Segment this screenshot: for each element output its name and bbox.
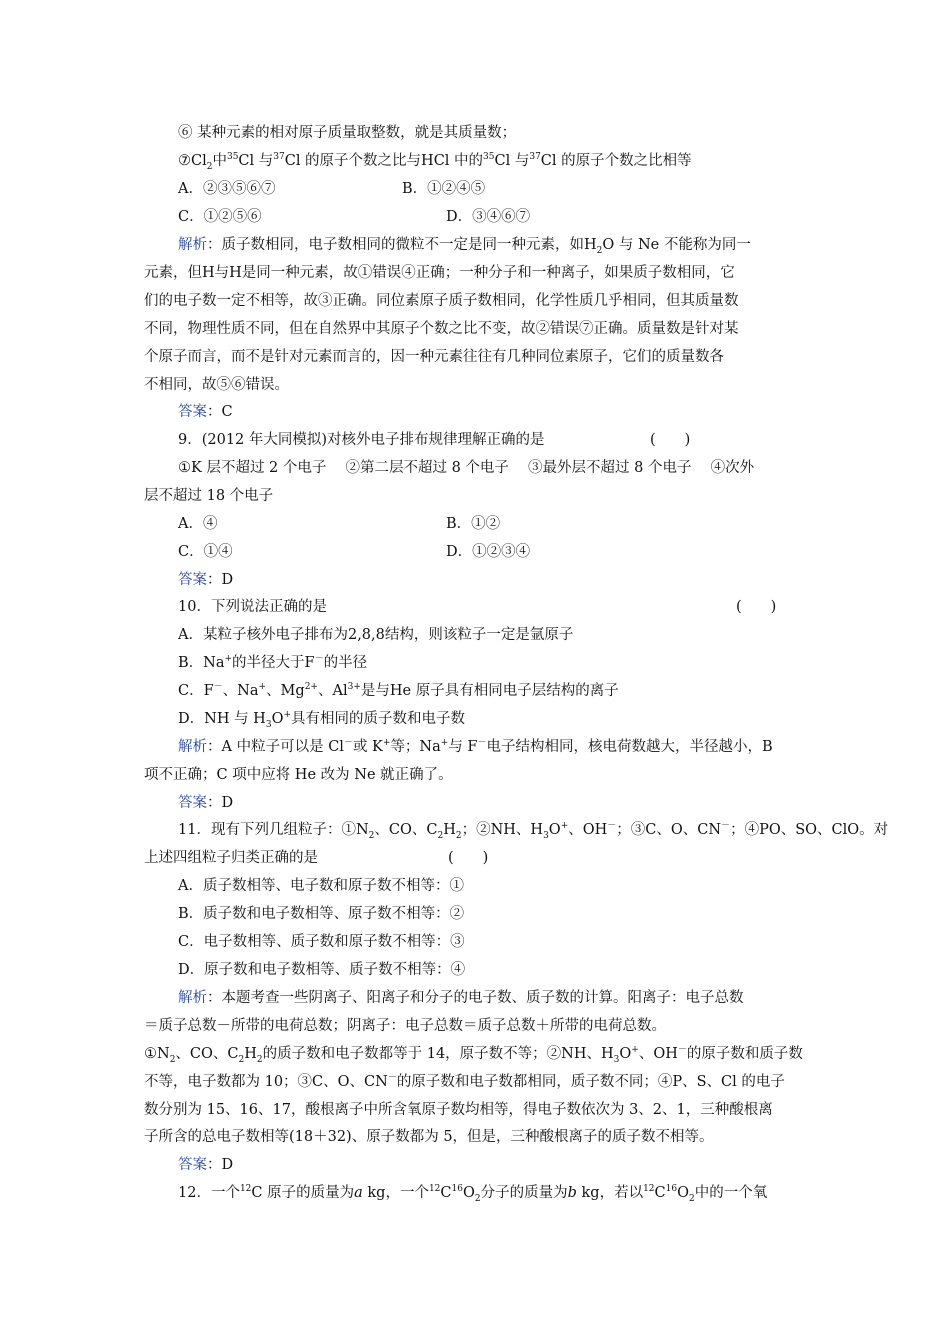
- q12-stem-line-1: 12．一个$^{12}$C 原子的质量为a kg，一个$^{12}C^{16}O_2$分子的质量为b kg，若以$^{12}C^{16}O_2$中的一个氧: [178, 1184, 768, 1204]
- q10-analysis-line-1: 解析：A 中粒子可以是 Cl－或 K+等；Na+与 F－电子结构相同，核电荷数越大，半径越小，B: [178, 738, 773, 755]
- q9-option-c: C．①④: [178, 544, 233, 560]
- q10-answer: 答案：D: [178, 795, 234, 811]
- q9-answer-paren: ( ): [650, 432, 691, 448]
- q11-analysis-line-6: 子所含的总电子数相等(18＋32)、原子数都为 5，但是，三种酸根离子的质子数不相等。: [144, 1129, 714, 1145]
- q11-analysis-line-3: $①N_2$、CO、$C_2H_2$的质子数和电子数都等于 14，原子数不等；②NH、$H_3O^+$、OH－的原子数和质子数: [144, 1045, 803, 1065]
- q9-items-line-1: ①K 层不超过 2 个电子 ②第二层不超过 8 个电子 ③最外层不超过 8 个电子 ④次外: [178, 460, 755, 476]
- q8-analysis-line-1: 解析：质子数相同，电子数相同的微粒不一定是同一种元素，如$H_2O$ 与 Ne 不能称为同一: [178, 237, 751, 256]
- q11-option-b: B．质子数和电子数相等、原子数不相等：②: [178, 906, 465, 922]
- q10-analysis-line-2: 项不正确；C 项中应将 He 改为 Ne 就正确了。: [144, 767, 453, 783]
- q9-stem: 9．(2012 年大同模拟)对核外电子排布规律理解正确的是: [178, 432, 545, 448]
- q10-option-b: B．Na+的半径大于F－的半径: [178, 654, 368, 671]
- q11-option-d: D．原子数和电子数相等、质子数不相等：④: [178, 962, 466, 978]
- q8-option-b: B．①②④⑤: [402, 181, 486, 197]
- answer-label: 答案: [178, 572, 207, 588]
- q9-option-a: A．④: [178, 516, 218, 532]
- q11-analysis-line-1: 解析：本题考查一些阴离子、阳离子和分子的电子数、质子数的计算。阳离子：电子总数: [178, 990, 744, 1006]
- q10-answer-paren: ( ): [736, 599, 777, 615]
- q10-option-d: D．NH 与 $H_3O^+$具有相同的质子数和电子数: [178, 710, 465, 730]
- q9-items-line-2: 层不超过 18 个电子: [144, 488, 274, 504]
- analysis-label: 解析: [178, 237, 207, 253]
- q10-option-c: C．F－、Na+、$Mg^{2+}$、$Al^{3+}$是与He 原子具有相同电子层结构的离子: [178, 682, 619, 699]
- q10-stem: 10．下列说法正确的是: [178, 599, 327, 615]
- q11-answer-paren: ( ): [448, 850, 489, 866]
- answer-label: 答案: [178, 404, 207, 420]
- q8-analysis-line-2: 元素，但H与H是同一种元素，故①错误④正确；一种分子和一种离子，如果质子数相同，它: [144, 265, 735, 281]
- q11-answer: 答案：D: [178, 1157, 234, 1173]
- q10-option-a: A．某粒子核外电子排布为2,8,8结构，则该粒子一定是氩原子: [178, 627, 574, 643]
- q8-answer: 答案：C: [178, 404, 233, 420]
- q11-stem-line-1: 11．现有下列几组粒子：$①N_2$、CO、$C_2H_2$；②NH、$H_3O^+$、OH－；③C、O、CN－；④PO、SO、ClO。对: [178, 821, 889, 841]
- q8-item-7: $⑦Cl_2$中$^{35}$Cl 与$^{37}$Cl 的原子个数之比与HCl 中的$^{35}$Cl 与$^{37}$Cl 的原子个数之比相等: [178, 152, 692, 172]
- q11-stem-line-2: 上述四组粒子归类正确的是: [144, 850, 318, 866]
- q11-analysis-line-2: ＝质子总数－所带的电荷总数；阴离子：电子总数＝质子总数＋所带的电荷总数。: [144, 1018, 666, 1034]
- q11-analysis-line-5: 数分别为 15、16、17，酸根离子中所含氧原子数均相等，得电子数依次为 3、2、1，三种酸根离: [144, 1102, 773, 1118]
- q9-answer: 答案：D: [178, 572, 234, 588]
- q8-option-a: A．②③⑤⑥⑦: [178, 181, 276, 197]
- q8-analysis-line-3: 们的电子数一定不相等，故③正确。同位素原子质子数相同，化学性质几乎相同，但其质量数: [144, 293, 739, 309]
- q9-option-b: B．①②: [446, 516, 501, 532]
- q8-analysis-line-4: 不同，物理性质不同，但在自然界中其原子个数之比不变，故②错误⑦正确。质量数是针对某: [144, 321, 739, 337]
- q8-option-c: C．①②⑤⑥: [178, 209, 262, 225]
- analysis-label: 解析: [178, 739, 207, 755]
- q8-option-d: D．③④⑥⑦: [446, 209, 531, 225]
- q9-option-d: D．①②③④: [446, 544, 531, 560]
- q8-analysis-line-5: 个原子而言，而不是针对元素而言的，因一种元素往往有几种同位素原子，它们的质量数各: [144, 349, 724, 365]
- answer-label: 答案: [178, 795, 207, 811]
- q8-item-6: ⑥ 某种元素的相对原子质量取整数，就是其质量数；: [178, 125, 517, 141]
- q11-option-a: A．质子数相等、电子数和原子数不相等：①: [178, 878, 464, 894]
- q11-analysis-line-4: 不等，电子数都为 10；③C、O、CN－的原子数和电子数都相同，质子数不同；④P、S、Cl 的电子: [144, 1073, 785, 1090]
- q8-analysis-line-6: 不相同，故⑤⑥错误。: [144, 377, 289, 393]
- analysis-label: 解析: [178, 990, 207, 1006]
- q11-option-c: C．电子数相等、质子数和原子数不相等：③: [178, 934, 465, 950]
- answer-label: 答案: [178, 1157, 207, 1173]
